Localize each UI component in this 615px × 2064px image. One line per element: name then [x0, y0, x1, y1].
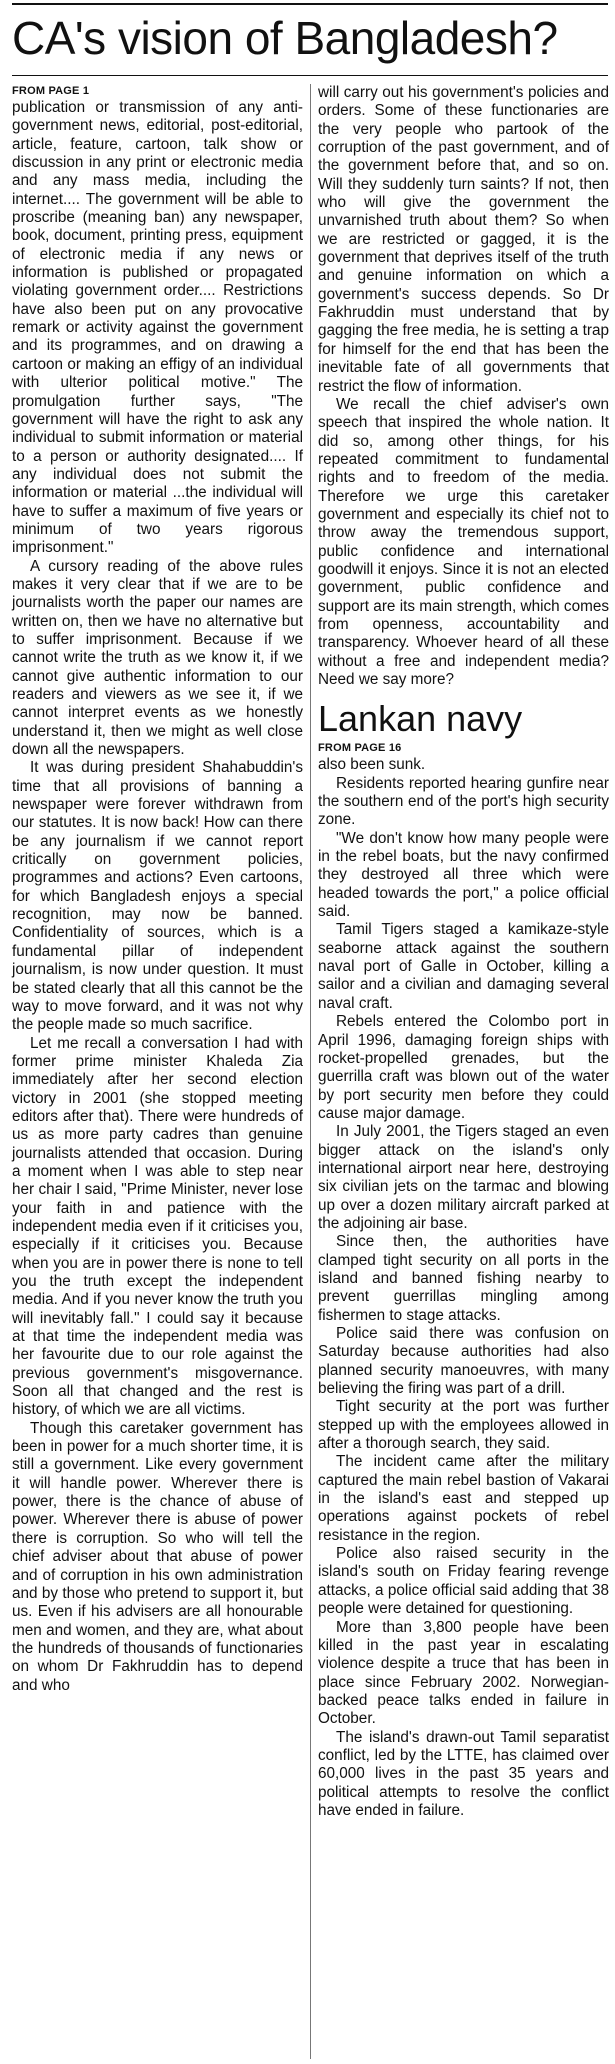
- article-paragraph: publication or transmission of any anti-government news, editorial, post-editorial, article, feature, cartoon, talk show or discussion in any print or electronic media and any mass media, including the internet.... The government will be able to proscribe (meaning ban) any newspaper, book, document, printing press, equipment of electronic media if any news or information is published or propagated violating government order.... Restrictions have also been put on any provocative remark or activity against the government and its programmes, and on drawing a cartoon or making an effigy of an individual with ulterior political motive." The promulgation further says, "The government will have the right to ask any individual to submit information or material to a person or authority designated.... If any individual does not submit the information or material ...the individual will have to suffer a maximum of five years or minimum of two years rigorous imprisonment.": [12, 99, 303, 557]
- headline-rule: [12, 75, 608, 76]
- story-paragraph: Police also raised security in the island's south on Friday fearing revenge attacks, a police official said adding that 38 people were detained for questioning.: [318, 1545, 609, 1618]
- story-paragraph: In July 2001, the Tigers staged an even bigger attack on the island's only international airport near here, destroying six civilian jets on the tarmac and blowing up over a dozen military aircraft parked at the adjoining air base.: [318, 1123, 609, 1232]
- story-paragraph: Rebels entered the Colombo port in April 1996, damaging foreign ships with rocket-propelled grenades, but the guerrilla craft was blown out of the water by port security men before they could cause major damage.: [318, 1013, 609, 1122]
- left-column: [12, 84, 303, 1695]
- story-paragraph: Tamil Tigers staged a kamikaze-style seaborne attack against the southern naval port of Galle in October, killing a sailor and a civilian and damaging several naval craft.: [318, 921, 609, 1012]
- article-paragraph: Let me recall a conversation I had with former prime minister Khaleda Zia immediately after her second election victory in 2001 (she stopped meeting editors after that). There were hundreds of us as more party cadres than genuine journalists attended that occasion. During a moment when I was able to step near her chair I said, "Prime Minister, never lose your faith in and patience with the independent media even if it criticises you, especially if it criticises you. Because when you are in power there is none to tell you the truth except the independent media. And if you never know the truth you will inevitably fall." I could say it because at that time the independent media was her favourite due to our role against the previous government's misgovernance. Soon all that changed and the rest is history, of which we are all victims.: [12, 1034, 303, 1419]
- story-paragraph: Residents reported hearing gunfire near the southern end of the port's high security zone.: [318, 774, 609, 829]
- story-paragraph: The incident came after the military captured the main rebel bastion of Vakarai in the island's east and stepped up operations against pockets of rebel resistance in the region.: [318, 1453, 609, 1544]
- article-paragraph: We recall the chief adviser's own speech that inspired the whole nation. It did so, among other things, for his repeated commitment to fundamental rights and to freedom of the media. Therefore we urge this caretaker government and especially its chief not to throw away the tremendous support, public confidence and international goodwill it enjoys. Since it is not an elected government, public confidence and support are its main strength, which comes from openness, accountability and transparency. Whoever heard of all these without a free and independent media? Need we say more?: [318, 395, 609, 688]
- second-story-headline: Lankan navy: [318, 698, 523, 740]
- story-paragraph: "We don't know how many people were in the rebel boats, but the navy confirmed they destroyed all three which were headed towards the port," a police official said.: [318, 829, 609, 921]
- article-paragraph: will carry out his government's policies and orders. Some of these functionaries are the very people who partook of the corruption of the past government, and of the government before that, and so on. Will they suddenly turn saints? If not, then who will give the government the unvarnished truth about them? So when we are restricted or gagged, it is the government that deprives itself of the truth and genuine information on which a government's success depends. So Dr Fakhruddin must understand that by gagging the free media, he is setting a trap for himself for the end that has been the inevitable fate of all governments that restrict the flow of information.: [318, 84, 609, 395]
- article-paragraph: A cursory reading of the above rules makes it very clear that if we are to be journalists worth the paper our names are written on, then we have no alternative but to suffer imprisonment. Because if we cannot write the truth as we know it, if we cannot give authentic information to our readers and viewers as we see it, if we cannot interpret events as we honestly understand it, then we might as well close down all the newspapers.: [12, 557, 303, 759]
- jump-label-page-16: FROM PAGE 16: [318, 742, 402, 755]
- right-column: [318, 84, 609, 1820]
- article-paragraph: It was during president Shahabuddin's time that all provisions of banning a newspaper were forever withdrawn from our statutes. It is now back! How can there be any journalism if we cannot report critically on government policies, programmes and actions? Even cartoons, for which Bangladesh enjoys a special recognition, may now be banned. Confidentiality of sources, which is a fundamental pillar of independent journalism, is now under question. It must be stated clearly that all this cannot be the way to move forward, and it was not why the people made so much sacrifice.: [12, 759, 303, 1034]
- top-rule: [12, 3, 608, 5]
- story-paragraph: More than 3,800 people have been killed in the past year in escalating violence despite a truce that has been in place since February 2002. Norwegian-backed peace talks ended in failure in October.: [318, 1618, 609, 1728]
- story-paragraph: Since then, the authorities have clamped tight security on all ports in the island and banned fishing nearby to prevent guerrillas mingling among fishermen to stage attacks.: [318, 1233, 609, 1324]
- story-paragraph: Police said there was confusion on Saturday because authorities had also planned security manoeuvres, with many believing the firing was part of a drill.: [318, 1325, 609, 1398]
- article-paragraph: Though this caretaker government has been in power for a much shorter time, it is still a government. Like every government it will handle power. Wherever there is power, there is the chance of abuse of power. Wherever there is abuse of power there is corruption. So who will tell the chief adviser about that abuse of power and of corruption in his own administration and by those who pretend to support it, but us. Even if his advisers are all honourable men and women, and they are, what about the hundreds of thousands of functionaries on whom Dr Fakhruddin has to depend and who: [12, 1419, 303, 1694]
- column-divider: [310, 84, 311, 2059]
- jump-label-page-1: FROM PAGE 1: [12, 85, 90, 97]
- story-paragraph: also been sunk.: [318, 756, 426, 774]
- story-paragraph: The island's drawn-out Tamil separatist conflict, led by the LTTE, has claimed over 60,000 lives in the past 35 years and political attempts to resolve the conflict have ended in failure.: [318, 1728, 609, 1819]
- main-headline: CA's vision of Bangladesh?: [12, 12, 558, 64]
- story-paragraph: Tight security at the port was further stepped up with the employees allowed in after a thorough search, they said.: [318, 1398, 609, 1453]
- newspaper-page: [12, 0, 608, 2064]
